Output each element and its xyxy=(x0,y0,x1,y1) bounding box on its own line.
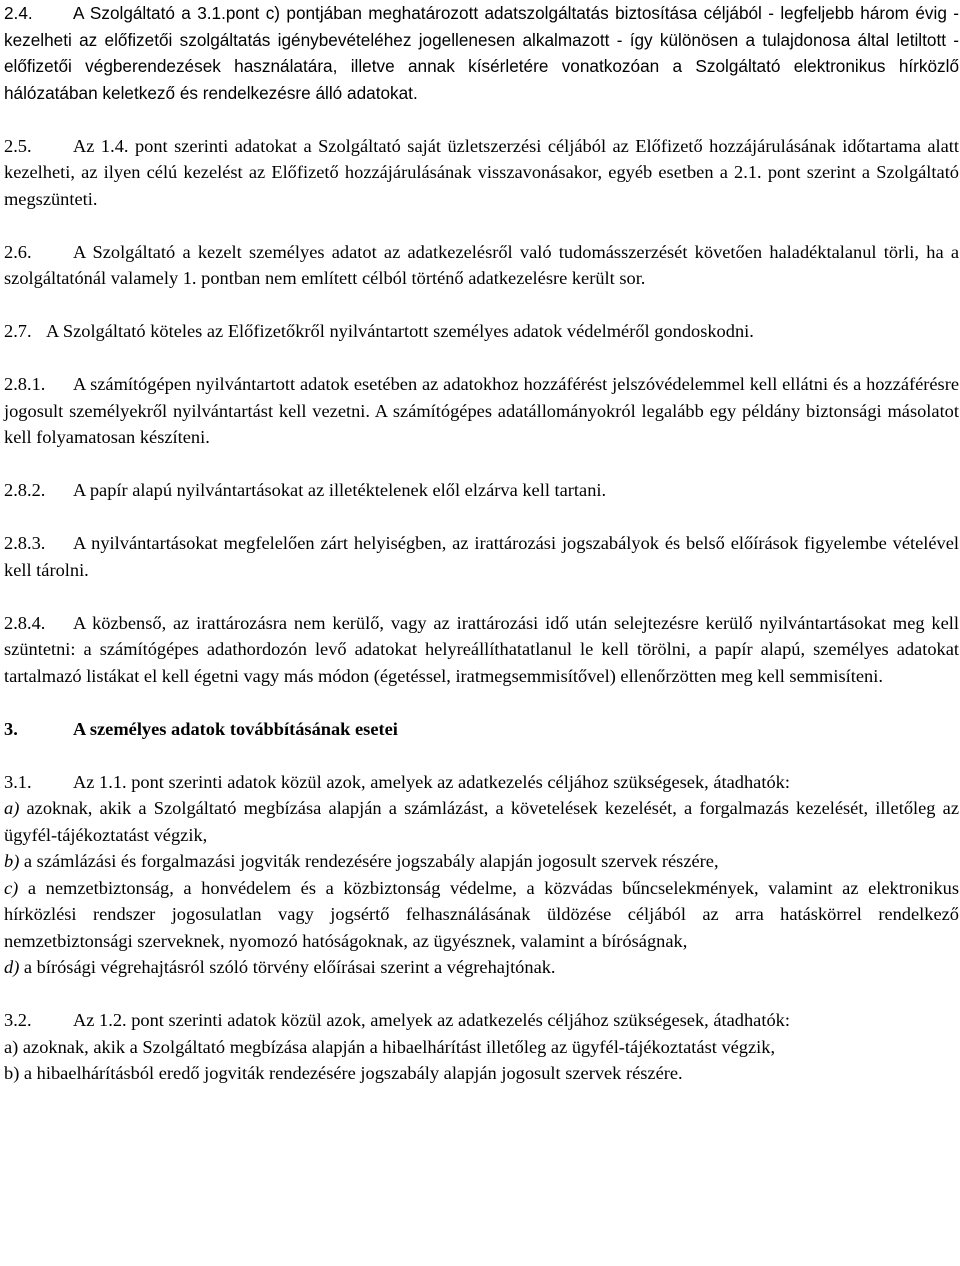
list-text: a bírósági végrehajtásról szóló törvény előírásai szerint a végrehajtónak. xyxy=(19,957,556,977)
paragraph-text: A Szolgáltató a kezelt személyes adatot az adatkezelésről való tudomásszerzését követően haladéktalanul törli, ha a szolgáltatónál valamely 1. pontban nem említett célból történő adatkezelésre került sor. xyxy=(4,241,959,288)
paragraph-2-4 xyxy=(4,0,959,106)
paragraph-number: 2.5. xyxy=(4,135,32,156)
paragraph-text: Az 1.4. pont szerinti adatokat a Szolgáltató saját üzletszerzési céljából az Előfizető hozzájárulásának időtartama alatt kezelheti, az ilyen célú kezelést az Előfizető hozzájárulásának visszavonásakor, egyéb esetben a 2.1. pont szerint a Szolgáltató megszünteti. xyxy=(4,135,959,209)
paragraph-text: Az 1.1. pont szerinti adatok közül azok, amelyek az adatkezelés céljához szükségesek, átadhatók: xyxy=(73,771,790,792)
spacer xyxy=(4,504,959,531)
paragraph-number: 2.8.4. xyxy=(4,612,46,633)
paragraph-number: 2.6. xyxy=(4,241,32,262)
list-label: a) xyxy=(4,798,20,818)
paragraph-number: 2.7. xyxy=(4,321,32,341)
paragraph-2-7 xyxy=(4,318,959,345)
paragraph-text: A papír alapú nyilvántartásokat az illetéktelenek elől elzárva kell tartani. xyxy=(73,480,607,500)
paragraph-number: 3.2. xyxy=(4,1010,32,1030)
paragraph-text: A közbenső, az irattározásra nem kerülő, vagy az irattározási idő után selejtezésre kerülő nyilvántartásokat meg kell szüntetni: a számítógépes adathordozón levő adatokat helyreállíthatatlanul le kell törölni, a papír alapú, személyes adatokat tartalmazó listákat el kell égetni vagy más módon (égetéssel, iratmegsemmisítővel) ellenőrzötten meg kell semmisíteni. xyxy=(4,612,959,686)
paragraph-number: 2.8.2. xyxy=(4,480,46,500)
list-text: a számlázási és forgalmazási jogviták rendezésére jogszabály alapján jogosult szervek részére, xyxy=(19,851,719,871)
paragraph-2-8-3 xyxy=(4,530,959,583)
list-item-3-2-a xyxy=(4,1034,959,1061)
paragraph-2-8-4 xyxy=(4,610,959,690)
section-number: 3. xyxy=(4,718,18,739)
paragraph-text: A Szolgáltató köteles az Előfizetőkről nyilvántartott személyes adatok védelméről gondoskodni. xyxy=(46,321,754,341)
paragraph-number: 2.8.3. xyxy=(4,533,46,553)
paragraph-text: A nyilvántartásokat megfelelően zárt helyiségben, az irattározási jogszabályok és belső előírások figyelembe vételével kell tárolni. xyxy=(4,533,959,580)
paragraph-number: 2.4. xyxy=(4,3,33,23)
list-item-3-2-b xyxy=(4,1060,959,1087)
spacer xyxy=(4,689,959,716)
spacer xyxy=(4,345,959,372)
list-item-3-1-b xyxy=(4,848,959,875)
section-title: A személyes adatok továbbításának esetei xyxy=(73,718,398,739)
paragraph-2-5 xyxy=(4,133,959,213)
paragraph-number: 2.8.1. xyxy=(4,374,46,394)
paragraph-text: A Szolgáltató a 3.1.pont c) pontjában meghatározott adatszolgáltatás biztosítása céljából - legfeljebb három évig - kezelheti az előfizetői szolgáltatás igénybevételéhez jogellenesen alkalmazott - így különösen a tulajdonosa által letiltott - előfizetői végberendezések használatára, illetve annak kísérletére vonatkozóan a Szolgáltató elektronikus hírközlő hálózatában keletkező és rendelkezésre álló adatokat. xyxy=(4,3,959,103)
paragraph-3-1 xyxy=(4,769,959,796)
spacer xyxy=(4,106,959,133)
paragraph-3-2 xyxy=(4,1007,959,1034)
list-text: azoknak, akik a Szolgáltató megbízása alapján a hibaelhárítást illetőleg az ügyfél-tájékoztatást végzik, xyxy=(18,1036,776,1057)
list-label: c) xyxy=(4,877,19,898)
list-label: b) xyxy=(4,1063,20,1083)
spacer xyxy=(4,742,959,769)
list-label: b) xyxy=(4,851,20,871)
paragraph-2-8-2 xyxy=(4,477,959,504)
spacer xyxy=(4,583,959,610)
paragraph-text: A számítógépen nyilvántartott adatok esetében az adatokhoz hozzáférést jelszóvédelemmel kell ellátni és a hozzáférésre jogosult személyekről nyilvántartást kell vezetni. A számítógépes adatállományokról legalább egy példány biztonsági másolatot kell folyamatosan készíteni. xyxy=(4,374,959,447)
spacer xyxy=(4,981,959,1008)
list-text: azoknak, akik a Szolgáltató megbízása alapján a számlázást, a követelések kezelését, a forgalmazás kezelését, illetőleg az ügyfél-tájékoztatást végzik, xyxy=(4,798,959,845)
spacer xyxy=(4,292,959,319)
list-text: a hibaelhárításból eredő jogviták rendezésére jogszabály alapján jogosult szervek részére. xyxy=(19,1063,683,1083)
list-label: d) xyxy=(4,957,20,977)
document-page xyxy=(4,0,959,1087)
list-item-3-1-c xyxy=(4,875,959,955)
paragraph-text: Az 1.2. pont szerinti adatok közül azok, amelyek az adatkezelés céljához szükségesek, átadhatók: xyxy=(73,1010,790,1030)
list-item-3-1-d xyxy=(4,954,959,981)
list-text: a nemzetbiztonság, a honvédelem és a közbiztonság védelme, a közvádas bűncselekmények, valamint az elektronikus hírközlési rendszer jogosulatlan vagy jogsértő felhasználásának üldözése céljából az arra hatáskörrel rendelkező nemzetbiztonsági szerveknek, nyomozó hatóságoknak, az ügyésznek, valamint a bíróságnak, xyxy=(4,877,959,951)
spacer xyxy=(4,212,959,239)
list-item-3-1-a xyxy=(4,795,959,848)
paragraph-2-8-1 xyxy=(4,371,959,451)
section-3-heading xyxy=(4,716,959,743)
paragraph-number: 3.1. xyxy=(4,771,32,792)
list-label: a) xyxy=(4,1036,19,1057)
spacer xyxy=(4,451,959,478)
paragraph-2-6 xyxy=(4,239,959,292)
